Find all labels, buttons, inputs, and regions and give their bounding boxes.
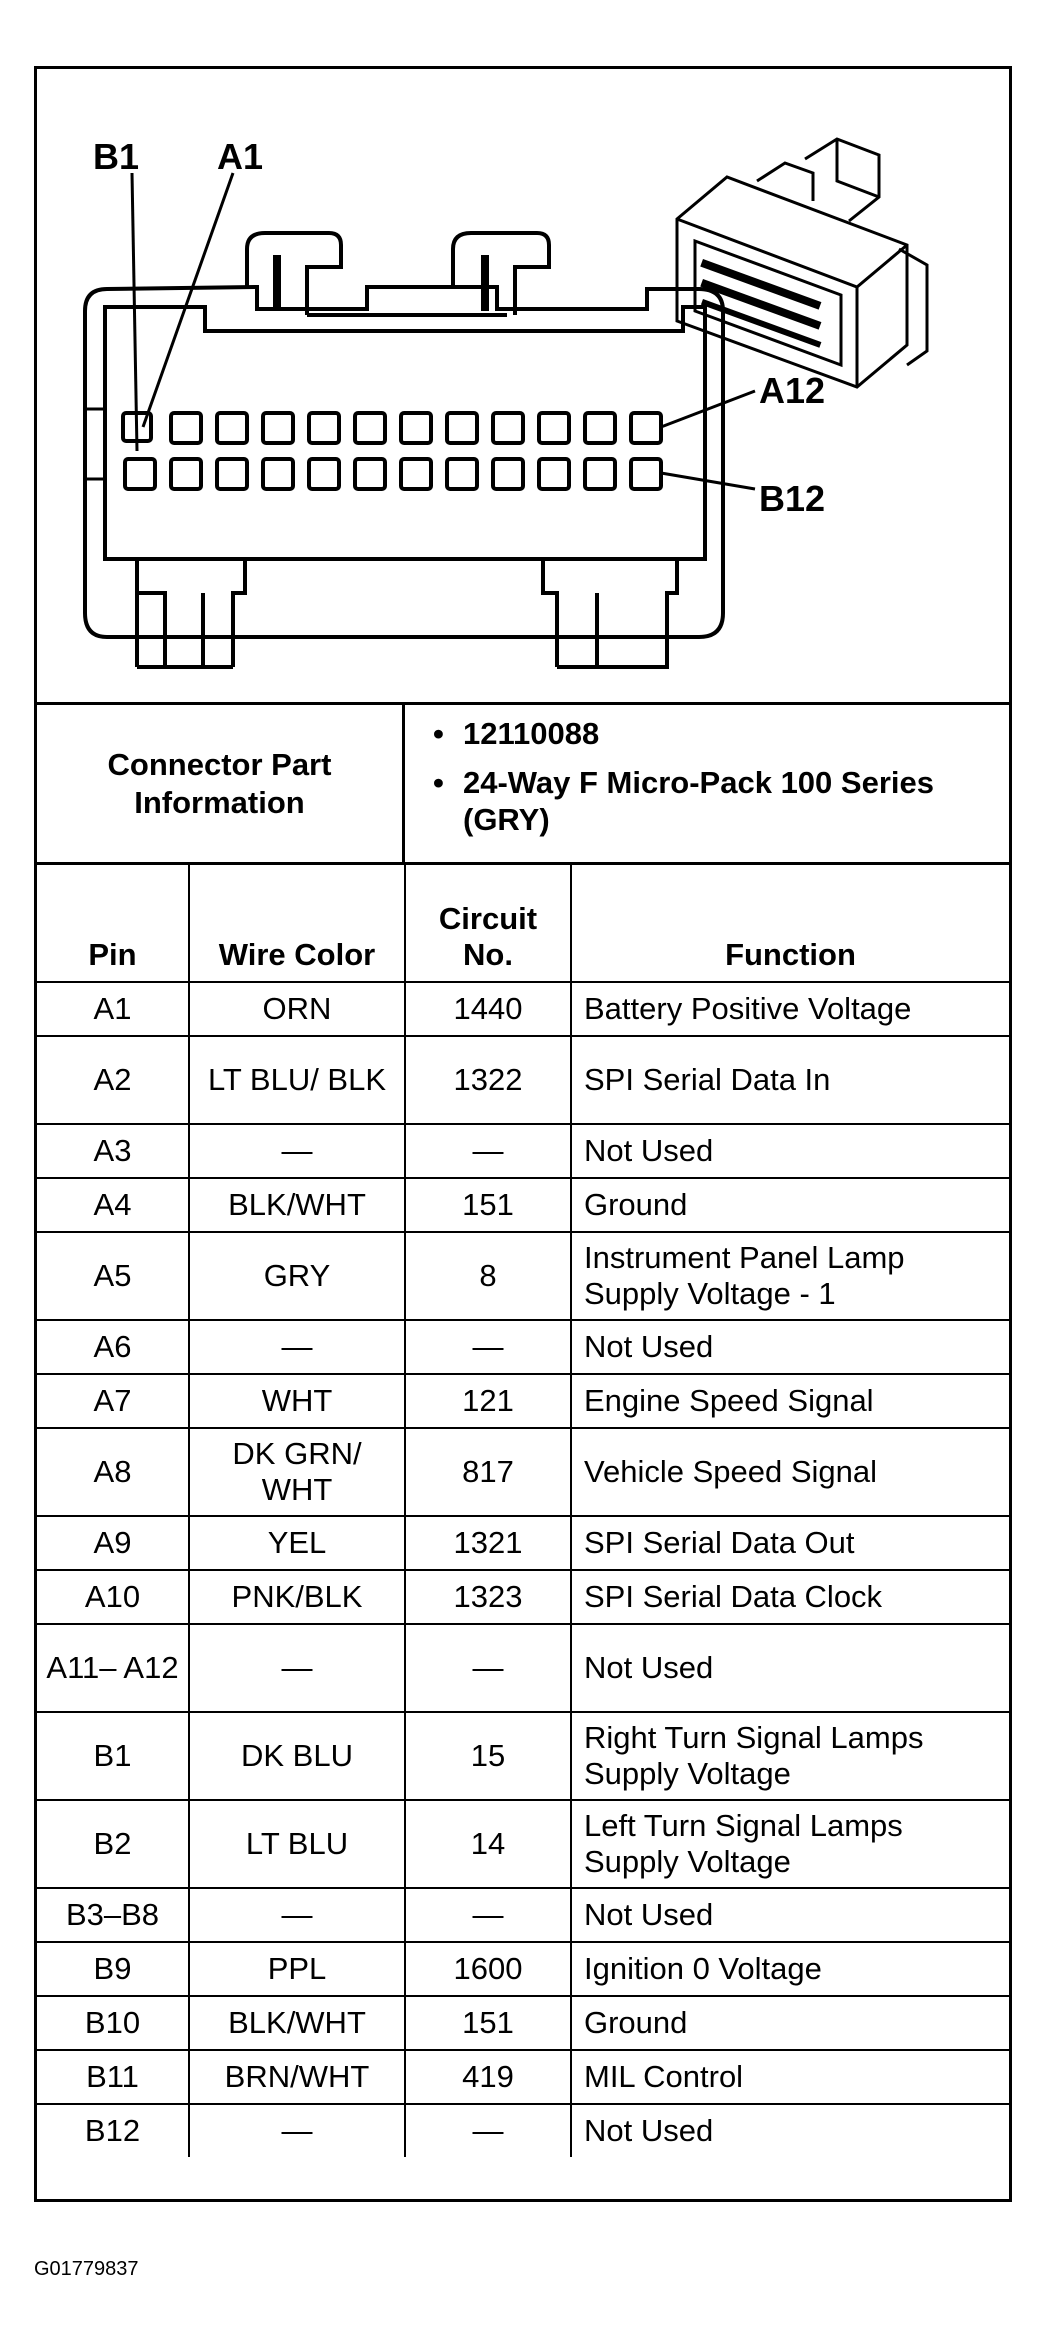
circuit-cell: 14: [405, 1800, 571, 1888]
function-cell: Ignition 0 Voltage: [571, 1942, 1009, 1996]
wire-color-cell: LT BLU: [189, 1800, 405, 1888]
pin-cell: A1: [37, 982, 189, 1036]
circuit-cell: 419: [405, 2050, 571, 2104]
pin-cell: A3: [37, 1124, 189, 1178]
wire-color-cell: BRN/WHT: [189, 2050, 405, 2104]
pin-cell: A10: [37, 1570, 189, 1624]
wire-color-cell: LT BLU/ BLK: [189, 1036, 405, 1124]
wire-color-cell: —: [189, 2104, 405, 2157]
circuit-cell: —: [405, 1624, 571, 1712]
table-row: [37, 1178, 1009, 1232]
connector-frame: [34, 66, 1012, 2202]
figure-code: G01779837: [34, 2258, 139, 2280]
function-cell: MIL Control: [571, 2050, 1009, 2104]
circuit-cell: 1440: [405, 982, 571, 1036]
pin-cell: A9: [37, 1516, 189, 1570]
table-row: [37, 982, 1009, 1036]
label-b1: B1: [93, 136, 140, 177]
connector-part-info: [37, 705, 1009, 865]
pin-cell: B3–B8: [37, 1888, 189, 1942]
part-number: • 12110088: [463, 715, 999, 752]
b1-leader: [132, 173, 137, 451]
circuit-cell: 1321: [405, 1516, 571, 1570]
function-cell: Vehicle Speed Signal: [571, 1428, 1009, 1516]
wire-color-cell: —: [189, 1320, 405, 1374]
label-a1: A1: [217, 136, 264, 177]
connector-isometric-view: [677, 139, 927, 387]
pin-cell: A5: [37, 1232, 189, 1320]
function-cell: SPI Serial Data Clock: [571, 1570, 1009, 1624]
connector-description: • 24-Way F Micro-Pack 100 Series (GRY): [463, 764, 999, 838]
wire-color-cell: PPL: [189, 1942, 405, 1996]
label-a12: A12: [759, 370, 826, 411]
pin-row-a: [123, 413, 661, 443]
table-header-row: [37, 865, 1009, 982]
left-foot: [137, 559, 245, 667]
header-circuit-no: Circuit No.: [405, 865, 571, 982]
circuit-cell: 151: [405, 1178, 571, 1232]
circuit-cell: 1322: [405, 1036, 571, 1124]
function-cell: Left Turn Signal Lamps Supply Voltage: [571, 1800, 1009, 1888]
function-cell: Ground: [571, 1178, 1009, 1232]
wire-color-cell: YEL: [189, 1516, 405, 1570]
header-wire-color: Wire Color: [189, 865, 405, 982]
table-row: [37, 1516, 1009, 1570]
connector-info-label: Connector Part Information: [37, 705, 405, 862]
circuit-cell: 1600: [405, 1942, 571, 1996]
pin-cell: A2: [37, 1036, 189, 1124]
pinout-table: [37, 865, 1009, 2157]
pin-row-b: [125, 459, 661, 489]
function-cell: Right Turn Signal Lamps Supply Voltage: [571, 1712, 1009, 1800]
wire-color-cell: —: [189, 1888, 405, 1942]
pin-cell: B9: [37, 1942, 189, 1996]
pin-cell: A4: [37, 1178, 189, 1232]
circuit-cell: —: [405, 1888, 571, 1942]
circuit-cell: —: [405, 1320, 571, 1374]
function-cell: Not Used: [571, 1624, 1009, 1712]
wire-color-cell: WHT: [189, 1374, 405, 1428]
table-row: [37, 1942, 1009, 1996]
a1-leader: [143, 173, 233, 427]
table-row: [37, 1888, 1009, 1942]
function-cell: SPI Serial Data In: [571, 1036, 1009, 1124]
wire-color-cell: PNK/BLK: [189, 1570, 405, 1624]
table-row: [37, 1800, 1009, 1888]
wire-color-cell: —: [189, 1124, 405, 1178]
table-row: [37, 2050, 1009, 2104]
function-cell: Engine Speed Signal: [571, 1374, 1009, 1428]
pin-cell: B2: [37, 1800, 189, 1888]
a12-leader: [661, 391, 755, 427]
wire-color-cell: BLK/WHT: [189, 1996, 405, 2050]
circuit-cell: 1323: [405, 1570, 571, 1624]
label-b12: B12: [759, 478, 826, 519]
b12-leader: [661, 473, 755, 489]
function-cell: Instrument Panel Lamp Supply Voltage - 1: [571, 1232, 1009, 1320]
wire-color-cell: DK BLU: [189, 1712, 405, 1800]
connector-face-drawing: [37, 69, 1009, 702]
table-row: [37, 2104, 1009, 2157]
pin-cell: B10: [37, 1996, 189, 2050]
table-row: [37, 1712, 1009, 1800]
function-cell: SPI Serial Data Out: [571, 1516, 1009, 1570]
wire-color-cell: —: [189, 1624, 405, 1712]
table-row: [37, 1428, 1009, 1516]
table-row: [37, 1232, 1009, 1320]
circuit-cell: 121: [405, 1374, 571, 1428]
pin-cell: A8: [37, 1428, 189, 1516]
table-row: [37, 1036, 1009, 1124]
table-row: [37, 1374, 1009, 1428]
wire-color-cell: DK GRN/ WHT: [189, 1428, 405, 1516]
circuit-cell: —: [405, 2104, 571, 2157]
function-cell: Not Used: [571, 1320, 1009, 1374]
function-cell: Ground: [571, 1996, 1009, 2050]
circuit-cell: 15: [405, 1712, 571, 1800]
connector-info-values: [405, 705, 1009, 862]
header-function: Function: [571, 865, 1009, 982]
wire-color-cell: BLK/WHT: [189, 1178, 405, 1232]
pin-cell: B12: [37, 2104, 189, 2157]
table-row: [37, 1624, 1009, 1712]
connector-diagram: [37, 69, 1009, 705]
right-foot: [543, 559, 677, 667]
circuit-cell: —: [405, 1124, 571, 1178]
circuit-cell: 8: [405, 1232, 571, 1320]
pin-cell: B1: [37, 1712, 189, 1800]
table-row: [37, 1124, 1009, 1178]
function-cell: Battery Positive Voltage: [571, 982, 1009, 1036]
header-pin: Pin: [37, 865, 189, 982]
right-latch: [453, 233, 549, 315]
function-cell: Not Used: [571, 1888, 1009, 1942]
wire-color-cell: ORN: [189, 982, 405, 1036]
function-cell: Not Used: [571, 2104, 1009, 2157]
table-row: [37, 1570, 1009, 1624]
pin-cell: A7: [37, 1374, 189, 1428]
circuit-cell: 817: [405, 1428, 571, 1516]
wire-color-cell: GRY: [189, 1232, 405, 1320]
function-cell: Not Used: [571, 1124, 1009, 1178]
pin-cell: B11: [37, 2050, 189, 2104]
table-row: [37, 1996, 1009, 2050]
left-latch: [247, 233, 341, 315]
table-row: [37, 1320, 1009, 1374]
circuit-cell: 151: [405, 1996, 571, 2050]
pin-cell: A6: [37, 1320, 189, 1374]
pin-cell: A11– A12: [37, 1624, 189, 1712]
